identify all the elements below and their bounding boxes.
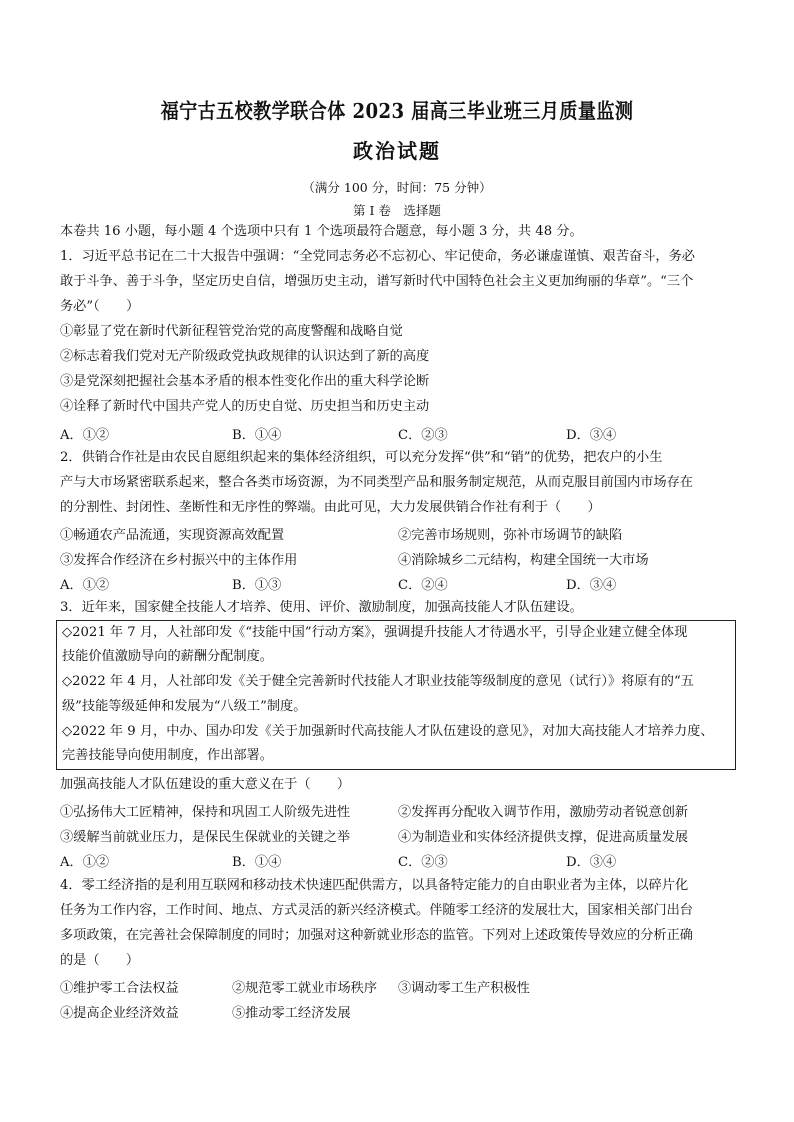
- q1-stem-line: 敢于斗争、善于斗争，坚定历史自信，增强历史主动，谱写新时代中国特色社会主义更加绚丽的华章”。“三个: [60, 274, 694, 289]
- q1-choice-c[interactable]: C．②③: [398, 428, 448, 443]
- q4-stem-line: 的是（ ）: [60, 953, 140, 968]
- q1-item: ②标志着我们党对无产阶级政党执政规律的认识达到了新的高度: [60, 349, 430, 364]
- q3-choice-b[interactable]: B．①④: [232, 855, 282, 870]
- q3-question: 加强高技能人才队伍建设的重大意义在于（ ）: [60, 777, 351, 792]
- q2-choice-c[interactable]: C．②④: [398, 578, 448, 593]
- q2-choice-b[interactable]: B．①③: [232, 578, 282, 593]
- q4-item: ④提高企业经济效益: [60, 1006, 179, 1021]
- q4-item: ⑤推动零工经济发展: [232, 1006, 351, 1021]
- exam-meta: （满分 100 分，时间：75 分钟）: [302, 180, 492, 195]
- q1-choice-a[interactable]: A．①②: [60, 428, 110, 443]
- q2-choice-d[interactable]: D．③④: [566, 578, 617, 593]
- q4-stem-line: 多项政策，在完善社会保障制度的同时；加强对这种新就业形态的监管。下列对上述政策传导效应的分析正确: [60, 928, 693, 943]
- q3-choice-c[interactable]: C．②③: [398, 855, 448, 870]
- q3-intro: 3．近年来，国家健全技能人才培养、使用、评价、激励制度，加强高技能人才队伍建设。: [60, 600, 583, 615]
- section-title: 第 I 卷 选择题: [353, 203, 441, 218]
- subject-title: 政治试题: [353, 139, 441, 163]
- q2-item: ①畅通农产品流通，实现资源高效配置: [60, 528, 285, 543]
- q3-material-line: ◇2021 年 7 月，人社部印发《“技能中国”行动方案》，强调提升技能人才待遇水平，引导企业建立健全体现: [62, 625, 688, 640]
- q3-material-line: ◇2022 年 9 月，中办、国办印发《关于加强新时代高技能人才队伍建设的意见》，对加大高技能人才培养力度、: [62, 724, 714, 739]
- q3-item: ②发挥再分配收入调节作用，激励劳动者锐意创新: [398, 805, 689, 820]
- q1-stem-line: 1．习近平总书记在二十大报告中强调：“全党同志务必不忘初心、牢记使命，务必谦虚谨慎、艰苦奋斗，务必: [60, 249, 695, 264]
- q3-material-line: ◇2022 年 4 月，人社部印发《关于健全完善新时代技能人才职业技能等级制度的意见（试行）》将原有的“五: [62, 674, 694, 689]
- q4-stem-line: 4．零工经济指的是利用互联网和移动技术快速匹配供需方，以具备特定能力的自由职业者为主体，以碎片化: [60, 878, 689, 893]
- q3-material-line: 技能价值激励导向的薪酬分配制度。: [62, 649, 273, 664]
- q1-item: ③是党深刻把握社会基本矛盾的根本性变化作出的重大科学论断: [60, 374, 430, 389]
- q2-item: ④消除城乡二元结构，构建全国统一大市场: [398, 553, 649, 568]
- q2-item: ②完善市场规则，弥补市场调节的缺陷: [398, 528, 623, 543]
- q4-item: ①维护零工合法权益: [60, 981, 179, 996]
- q4-stem-line: 任务为工作内容，工作时间、地点、方式灵活的新兴经济模式。伴随零工经济的发展壮大，国家相关部门出台: [60, 903, 693, 918]
- q3-material-line: 级”技能等级延伸和发展为“八级工”制度。: [62, 699, 307, 714]
- q4-item: ③调动零工生产积极性: [398, 981, 530, 996]
- exam-title: 福宁古五校教学联合体 2023 届高三毕业班三月质量监测: [160, 99, 634, 123]
- instructions: 本卷共 16 小题，每小题 4 个选项中只有 1 个选项最符合题意，每小题 3 分，共 48 分。: [60, 224, 583, 239]
- q1-stem-line: 务必”（ ）: [60, 299, 140, 314]
- q1-item: ①彰显了党在新时代新征程管党治党的高度警醒和战略自觉: [60, 324, 403, 339]
- q2-item: ③发挥合作经济在乡村振兴中的主体作用: [60, 553, 298, 568]
- q3-item: ③缓解当前就业压力，是保民生保就业的关键之举: [60, 830, 351, 845]
- q3-material-line: 完善技能导向使用制度，作出部署。: [62, 748, 273, 763]
- q2-stem-line: 产与大市场紧密联系起来，整合各类市场资源，为不同类型产品和服务制定规范，从而克服目前国内市场存在: [60, 475, 693, 490]
- q3-item: ④为制造业和实体经济提供支撑，促进高质量发展: [398, 830, 689, 845]
- q3-item: ①弘扬伟大工匠精神，保持和巩固工人阶级先进性: [60, 805, 351, 820]
- q2-choice-a[interactable]: A．①②: [60, 578, 110, 593]
- q3-choice-a[interactable]: A．①②: [60, 855, 110, 870]
- q4-item: ②规范零工就业市场秩序: [232, 981, 378, 996]
- q1-choice-d[interactable]: D．③④: [566, 428, 617, 443]
- q2-stem-line: 2．供销合作社是由农民自愿组织起来的集体经济组织，可以充分发挥“供”和“销”的优势，把农户的小生: [60, 450, 663, 465]
- q1-choice-b[interactable]: B．①④: [232, 428, 282, 443]
- q3-choice-d[interactable]: D．③④: [566, 855, 617, 870]
- q1-item: ④诠释了新时代中国共产党人的历史自觉、历史担当和历史主动: [60, 399, 430, 414]
- q2-stem-line: 的分割性、封闭性、垄断性和无序性的弊端。由此可见，大力发展供销合作社有利于（ ）: [60, 500, 601, 515]
